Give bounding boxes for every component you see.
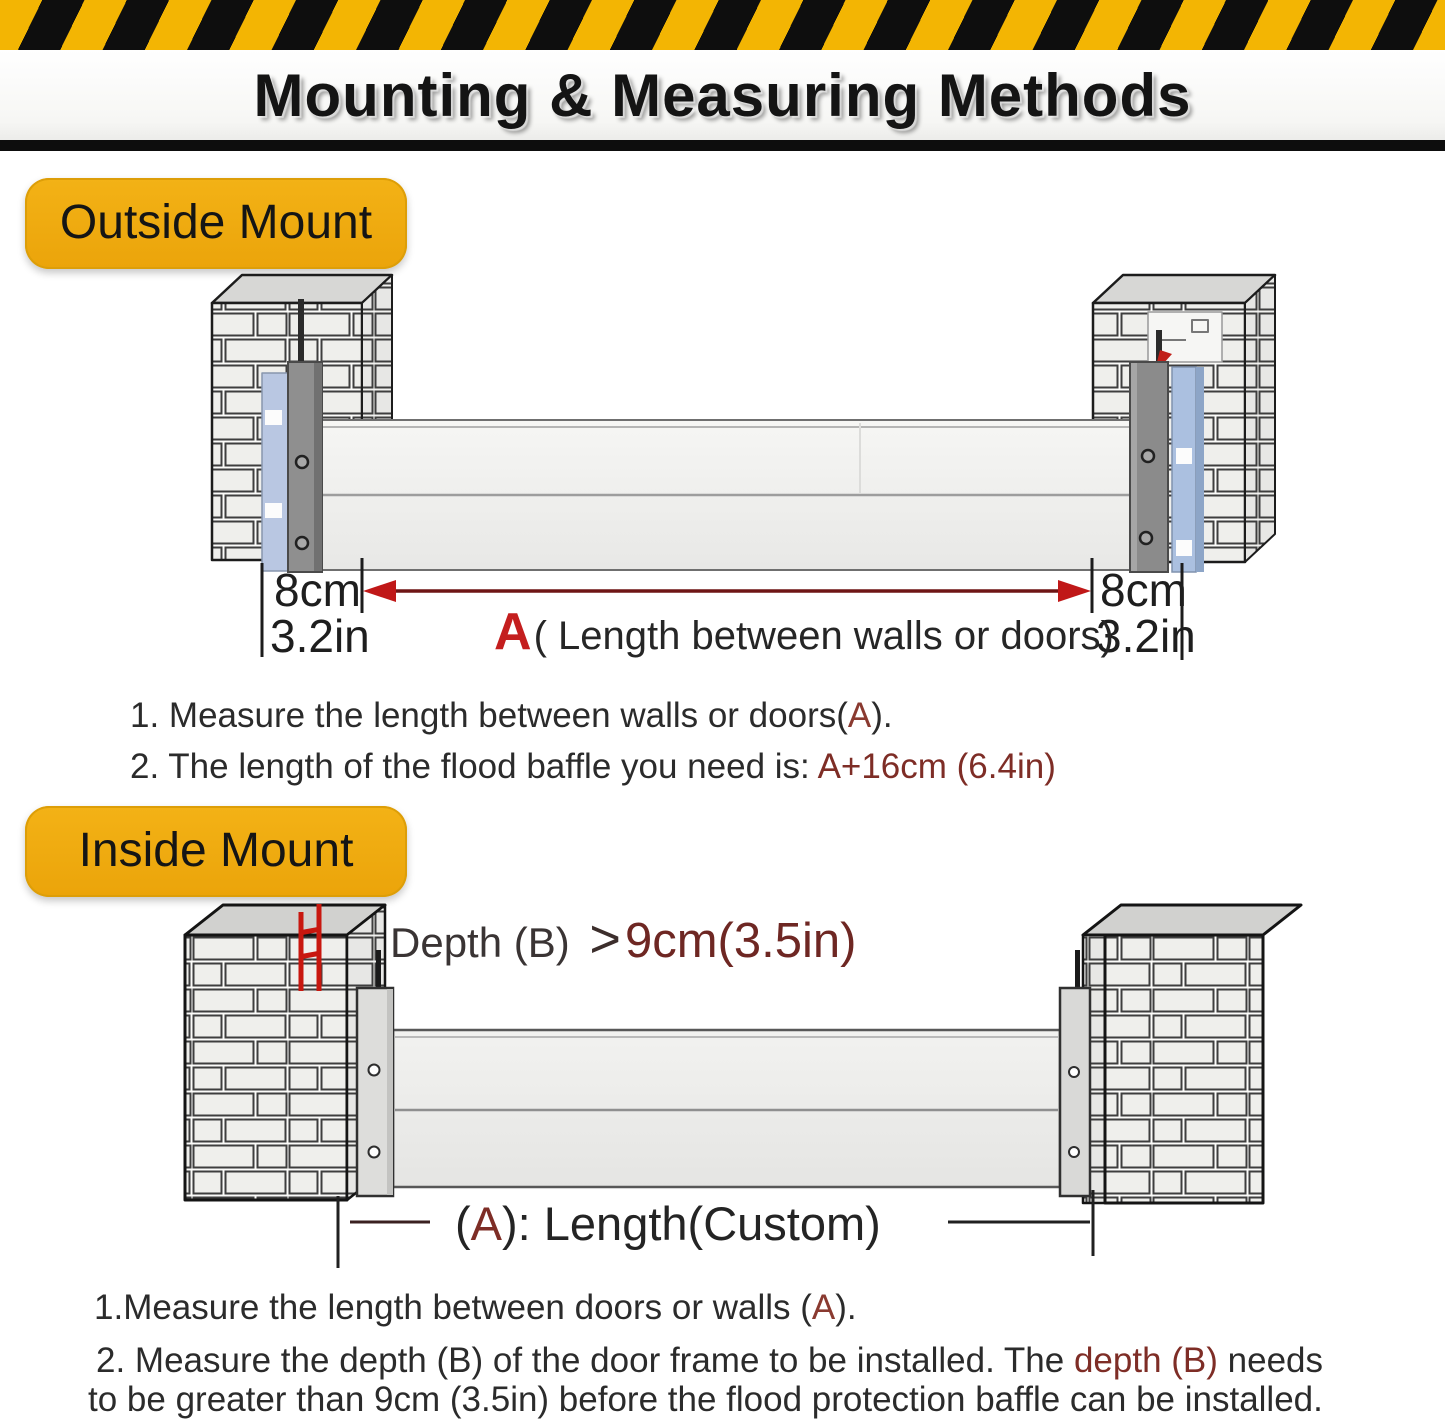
title-underline-bar <box>0 140 1445 151</box>
screw-hole <box>1069 1067 1079 1077</box>
inside-left-pillar <box>185 905 385 1200</box>
outside-flood-barrier <box>318 420 1142 570</box>
inside-mount-diagram <box>0 900 1445 1280</box>
length-a-arrow <box>363 580 1091 602</box>
length-custom-label: (A): Length(Custom) <box>455 1197 881 1250</box>
length-a-label: A( Length between walls or doors) <box>494 603 1114 661</box>
right-dim-inch: 3.2in <box>1096 610 1196 662</box>
hazard-stripes <box>0 0 1445 50</box>
screw-hole <box>296 537 308 549</box>
left-anchor-pin <box>376 950 381 988</box>
left-dim-inch: 3.2in <box>270 610 370 662</box>
outside-left-channel <box>288 362 322 572</box>
inside-right-pillar <box>1075 905 1301 1203</box>
title-bar <box>0 50 1445 140</box>
right-anchor-pin <box>1075 950 1080 988</box>
outside-mount-badge: Outside Mount <box>25 178 407 269</box>
left-anchor-pin <box>298 299 304 365</box>
inside-step-2-line-2: to be greater than 9cm (3.5in) before the flood protection baffle can be installed. <box>88 1380 1323 1419</box>
inside-mount-badge: Inside Mount <box>25 806 407 897</box>
outside-mount-diagram <box>0 250 1445 690</box>
screw-hole <box>296 456 308 468</box>
screw-hole <box>1140 532 1152 544</box>
left-dim-cm: 8cm <box>274 564 361 616</box>
right-dim-cm: 8cm <box>1100 564 1187 616</box>
inside-flood-barrier <box>393 1030 1060 1187</box>
depth-note: Depth (B) >9cm(3.5in) <box>390 909 857 969</box>
inside-right-bracket <box>1060 988 1090 1196</box>
outside-step-1: 1. Measure the length between walls or doors(A). <box>130 696 893 735</box>
inside-left-bracket <box>357 988 393 1196</box>
outside-step-2: 2. The length of the flood baffle you need is: A+16cm (6.4in) <box>130 747 1056 786</box>
page-title: Mounting & Measuring Methods <box>253 61 1192 129</box>
screw-hole <box>1069 1147 1079 1157</box>
screw-hole <box>369 1065 380 1076</box>
inside-step-2: 2. Measure the depth (B) of the door frame to be installed. The depth (B) needs <box>96 1341 1324 1380</box>
inside-step-1: 1.Measure the length between doors or walls (A). <box>94 1288 857 1327</box>
header-banner <box>0 0 1445 151</box>
left-blue-seal-strip <box>262 373 288 571</box>
screw-hole <box>1142 450 1154 462</box>
screw-hole <box>369 1147 380 1158</box>
outside-right-channel <box>1130 362 1204 572</box>
